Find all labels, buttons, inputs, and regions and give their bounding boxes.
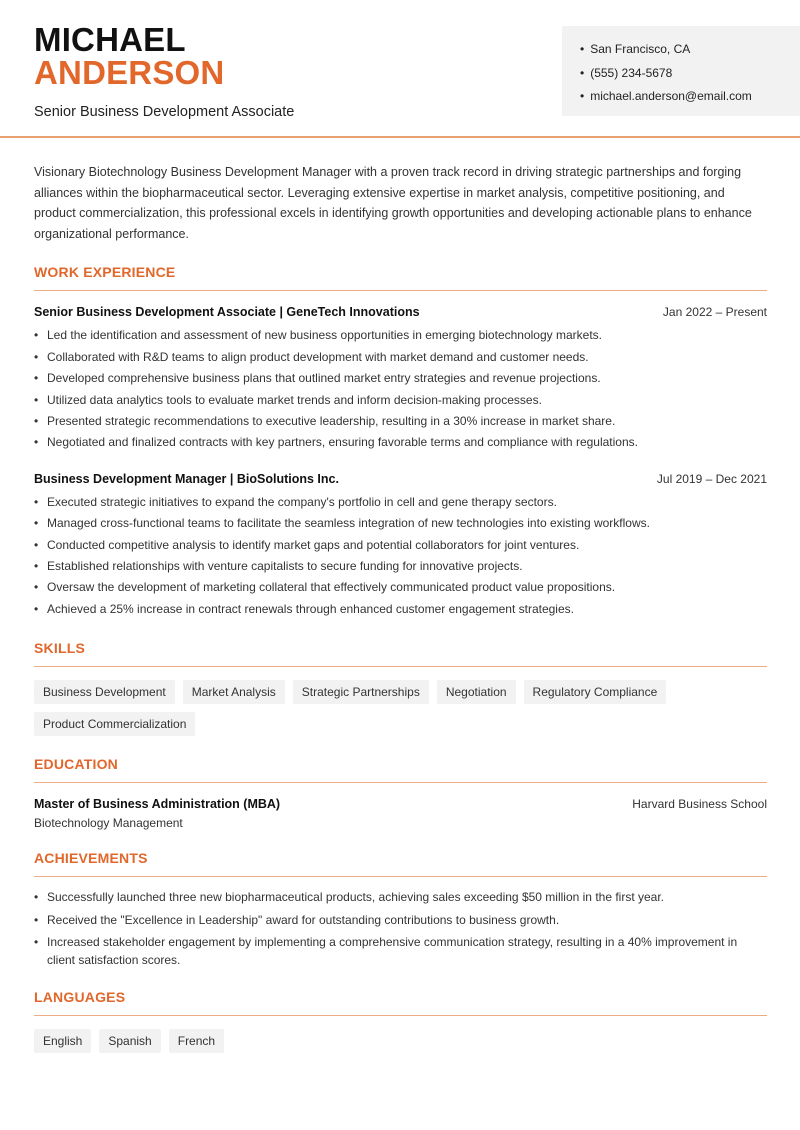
job-bullets (34, 325, 767, 453)
job-dates: Jan 2022 – Present (662, 305, 767, 320)
education-header (34, 797, 767, 811)
list-item: • Negotiated and finalized contracts with key partners, ensuring favorable terms and compliance with regulations. (34, 432, 767, 453)
job-entry (34, 305, 767, 453)
location-text: San Francisco, CA (590, 42, 691, 56)
bullet-icon: • (580, 42, 585, 56)
contact-box (562, 26, 800, 116)
job-header (34, 472, 767, 486)
section-title-skills: SKILLS (34, 640, 767, 667)
list-item: • Presented strategic recommendations to executive leadership, resulting in a 30% increase in market share. (34, 411, 767, 432)
languages-list (34, 1029, 767, 1053)
last-name: ANDERSON (34, 54, 225, 91)
achievements-list (34, 889, 767, 969)
list-item: • Managed cross-functional teams to facilitate the seamless integration of new technologies into existing workflows. (34, 513, 767, 534)
list-item: • Developed comprehensive business plans that outlined market entry strategies and revenue projections. (34, 368, 767, 389)
list-item: • Collaborated with R&D teams to align product development with market demand and customer needs. (34, 347, 767, 368)
email-text: michael.anderson@email.com (590, 89, 752, 103)
job-bullets (34, 492, 767, 620)
list-item: • Conducted competitive analysis to identify market gaps and potential collaborators for joint ventures. (34, 535, 767, 556)
education-entry (34, 797, 767, 830)
language-tag: French (169, 1029, 224, 1053)
field-of-study: Biotechnology Management (34, 816, 183, 831)
section-title-languages: LANGUAGES (34, 989, 767, 1016)
job-header (34, 305, 767, 319)
contact-phone (580, 62, 800, 86)
skill-tag: Strategic Partnerships (293, 680, 429, 704)
list-item: • Received the "Excellence in Leadership" award for outstanding contributions to business growth. (34, 912, 767, 930)
section-title-achievements: ACHIEVEMENTS (34, 850, 767, 877)
phone-text: (555) 234-5678 (590, 65, 673, 80)
list-item: • Successfully launched three new biopharmaceutical products, achieving sales exceeding $50 million in the first year. (34, 889, 767, 907)
list-item: • Utilized data analytics tools to evaluate market trends and inform decision-making processes. (34, 390, 767, 411)
skill-tag: Negotiation (437, 680, 516, 704)
section-title-work: WORK EXPERIENCE (34, 264, 767, 291)
bullet-icon: • (580, 89, 585, 103)
school: Harvard Business School (632, 797, 767, 812)
job-title: Senior Business Development Associate (34, 104, 295, 120)
job-dates: Jul 2019 – Dec 2021 (656, 471, 767, 486)
summary: Visionary Biotechnology Business Development Manager with a proven track record in driving strategic partnerships and forging alliances within the biopharmaceutical sector. Leveraging extensive expertise in market analysis, competitive positioning, and product commercialization, this professional excels in identifying growth opportunities and developing actionable plans to enhance organizational performance. (34, 165, 752, 241)
skills-list (34, 680, 767, 736)
language-tag: Spanish (99, 1029, 160, 1053)
degree: Master of Business Administration (MBA) (34, 797, 281, 812)
list-item: • Oversaw the development of marketing collateral that effectively communicated product value propositions. (34, 577, 767, 598)
name-block (34, 21, 295, 120)
resume-header (0, 0, 800, 138)
resume-body (34, 162, 767, 1053)
list-item: • Executed strategic initiatives to expand the company's portfolio in cell and gene therapy sectors. (34, 492, 767, 513)
contact-location (580, 38, 800, 62)
bullet-icon: • (580, 65, 585, 80)
skill-tag: Regulatory Compliance (524, 680, 667, 704)
section-title-education: EDUCATION (34, 756, 767, 783)
skill-tag: Business Development (34, 680, 175, 704)
first-name: MICHAEL (34, 21, 186, 58)
contact-email (580, 85, 800, 109)
skill-tag: Product Commercialization (34, 712, 195, 736)
list-item: • Achieved a 25% increase in contract renewals through enhanced customer engagement strategies. (34, 599, 767, 620)
list-item: • Established relationships with venture capitalists to secure funding for innovative projects. (34, 556, 767, 577)
language-tag: English (34, 1029, 91, 1053)
job-role: Senior Business Development Associate | GeneTech Innovations (34, 305, 420, 320)
job-entry (34, 472, 767, 620)
list-item: • Increased stakeholder engagement by implementing a comprehensive communication strategy, resulting in a 40% improvement in client satisfaction scores. (34, 934, 767, 969)
list-item: • Led the identification and assessment of new business opportunities in emerging biotechnology markets. (34, 325, 767, 346)
job-role: Business Development Manager | BioSolutions Inc. (34, 471, 339, 486)
skill-tag: Market Analysis (183, 680, 285, 704)
